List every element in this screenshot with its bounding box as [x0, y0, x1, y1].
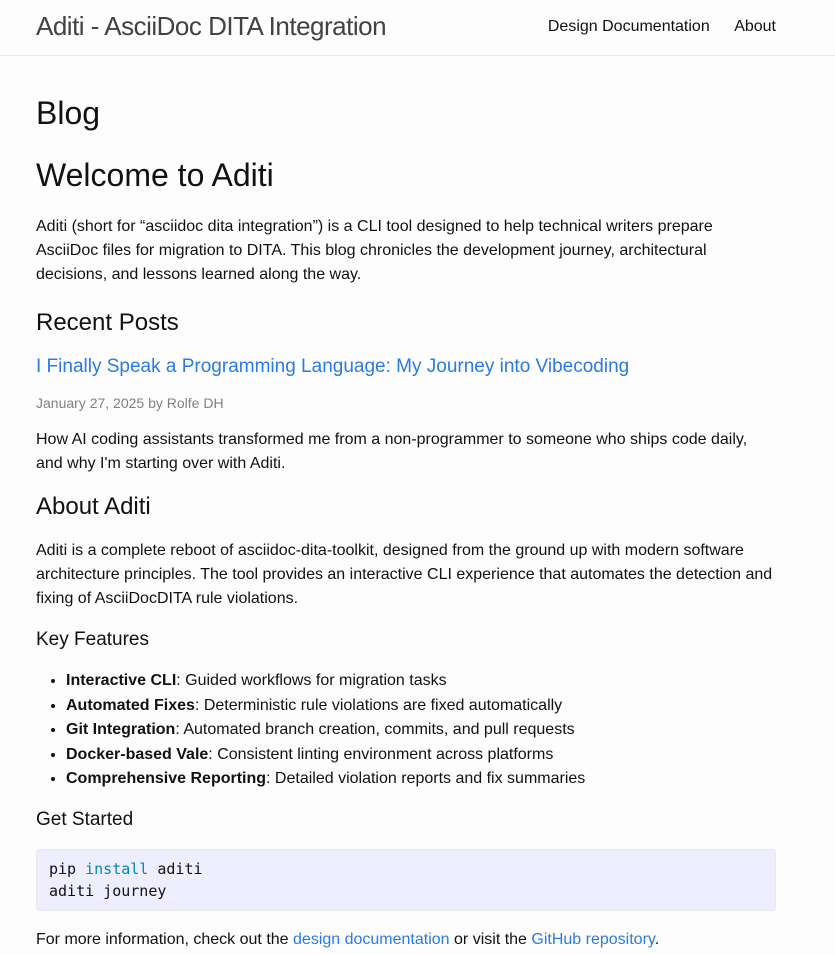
- intro-paragraph: Aditi (short for “asciidoc dita integration”) is a CLI tool designed to help technical writers prepare AsciiDoc files for migration to DITA. This blog chronicles the development journey, architectural decisions, and lessons learned along the way.: [36, 218, 713, 283]
- more-info-paragraph: [36, 928, 776, 952]
- site-header: [0, 0, 835, 56]
- feature-desc: : Guided workflows for migration tasks: [176, 672, 447, 689]
- feature-desc: : Consistent linting environment across platforms: [208, 745, 554, 763]
- about-heading: About Aditi: [36, 493, 151, 520]
- more-prefix: For more information, check out the: [36, 930, 289, 948]
- feature-name: Automated Fixes: [66, 696, 195, 714]
- welcome-heading: Welcome to Aditi: [36, 157, 274, 193]
- page-title: Blog: [36, 95, 101, 131]
- code-block: [36, 849, 776, 911]
- get-started-heading: Get Started: [36, 808, 134, 830]
- main-content: [0, 95, 835, 952]
- list-item: [66, 694, 776, 719]
- more-middle: or visit the: [454, 930, 527, 948]
- feature-desc: : Deterministic rule violations are fixed automatically: [194, 696, 563, 714]
- github-repository-link[interactable]: GitHub repository: [531, 930, 655, 948]
- post-meta: January 27, 2025 by Rolfe DH: [36, 395, 224, 411]
- list-item: [66, 718, 776, 743]
- nav-link-design-documentation[interactable]: Design Documentation: [547, 18, 710, 35]
- code-keyword: install: [85, 859, 149, 878]
- more-suffix: .: [654, 930, 660, 948]
- key-features-heading: Key Features: [36, 629, 149, 650]
- list-item: [66, 669, 776, 694]
- site-title-link[interactable]: Aditi - AsciiDoc DITA Integration: [36, 11, 387, 41]
- list-item: [66, 743, 776, 768]
- main-nav: [528, 18, 776, 36]
- recent-posts-heading: Recent Posts: [36, 309, 179, 336]
- post-excerpt: How AI coding assistants transformed me from a non-programmer to someone who ships code daily, and why I'm starting over with Aditi.: [36, 431, 748, 472]
- design-documentation-link[interactable]: design documentation: [293, 930, 450, 948]
- post-title-link[interactable]: I Finally Speak a Programming Language: My Journey into Vibecoding: [36, 356, 630, 377]
- feature-desc: : Detailed violation reports and fix summaries: [266, 770, 586, 787]
- about-paragraph: Aditi is a complete reboot of asciidoc-dita-toolkit, designed from the ground up with modern software architecture principles. The tool provides an interactive CLI experience that automates the detection and fixing of AsciiDocDITA rule violations.: [36, 542, 773, 607]
- feature-name: Interactive CLI: [66, 672, 177, 689]
- feature-name: Docker-based Vale: [66, 745, 209, 763]
- features-list: [36, 669, 776, 792]
- code-line-2: aditi journey: [49, 881, 167, 900]
- feature-name: Git Integration: [66, 721, 176, 738]
- code-arg: aditi: [157, 859, 203, 878]
- list-item: [66, 767, 776, 792]
- feature-name: Comprehensive Reporting: [66, 770, 267, 787]
- nav-link-about[interactable]: About: [734, 18, 776, 35]
- feature-desc: : Automated branch creation, commits, and pull requests: [175, 721, 575, 738]
- code-cmd: pip: [49, 859, 77, 878]
